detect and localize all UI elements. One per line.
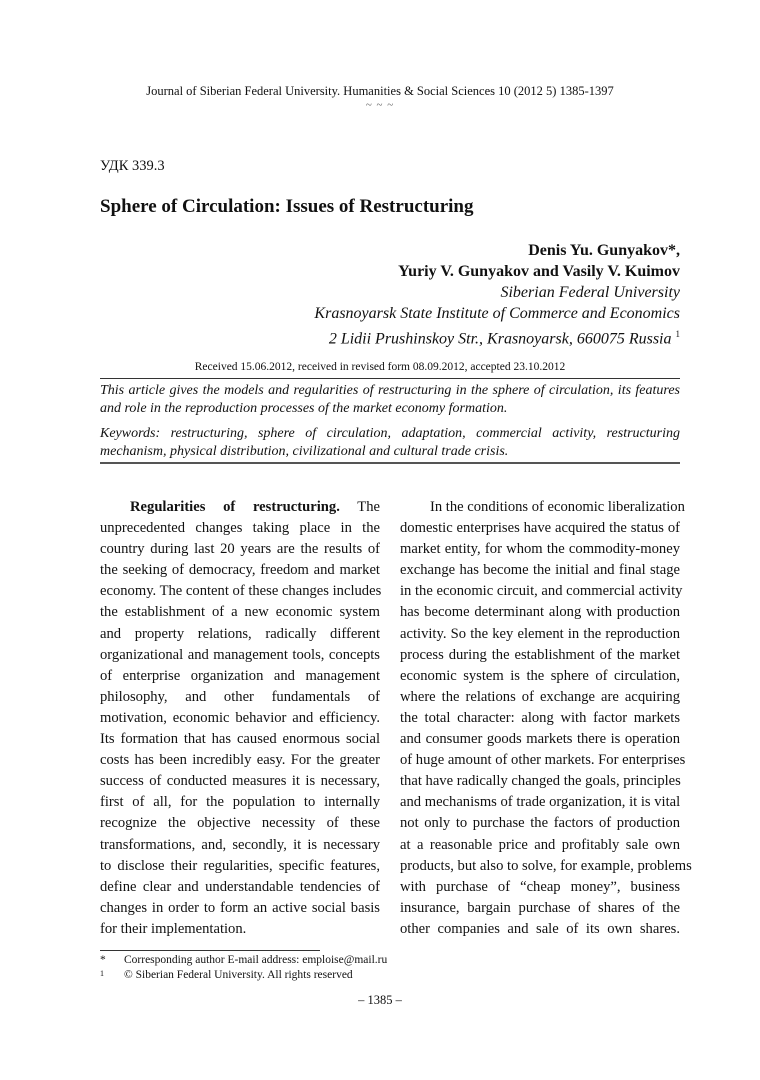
- body-right-column: [400, 497, 692, 940]
- body-line: other companies and sale of its own shares.: [400, 920, 680, 937]
- body-line: unprecedented changes taking place in the: [100, 520, 380, 537]
- journal-header: Journal of Siberian Federal University. Humanities & Social Sciences 10 (2012 5) 1385-1397: [146, 84, 614, 98]
- body-line: and property relations, radically different: [100, 625, 380, 642]
- body-line: economic system is the sphere of circulation,: [400, 667, 680, 684]
- footnote-mark: *: [100, 954, 106, 966]
- body-line: exchange has become the initial and final stage: [400, 562, 680, 579]
- body-line: philosophy, and other fundamentals of: [100, 688, 380, 705]
- author-block: [314, 240, 680, 349]
- body-line: define clear and understandable tendencies of: [100, 878, 380, 895]
- body-line: [100, 497, 380, 518]
- body-line: in the economic circuit, and commercial activity: [400, 583, 683, 600]
- body-line: at a reasonable price and profitably sale own: [400, 836, 680, 853]
- abstract: This article gives the models and regularities of restructuring in the sphere of circulation, its features and role in the reproduction processes of the market economy formation.: [100, 383, 680, 416]
- author-line-2: Yuriy V. Gunyakov and Vasily V. Kuimov: [398, 263, 680, 280]
- body-line: activity. So the key element in the reproduction: [400, 625, 680, 642]
- body-line: with purchase of “cheap money”, business: [400, 878, 680, 895]
- body-line: motivation, economic behavior and efficiency.: [100, 709, 380, 726]
- body-line: of enterprise organization and management: [100, 667, 380, 684]
- footnote-text: © Siberian Federal University. All rights reserved: [124, 969, 353, 981]
- address: [314, 324, 680, 349]
- body-line: the establishment of a new economic system: [100, 604, 380, 621]
- body-line: insurance, bargain purchase of shares of the: [400, 899, 680, 916]
- body-line: In the conditions of economic liberalization: [430, 499, 685, 515]
- author-line-1: Denis Yu. Gunyakov*,: [528, 242, 680, 259]
- body-text: The: [339, 499, 381, 515]
- affiliation-1: Siberian Federal University: [500, 284, 680, 301]
- body-line: recognize the objective necessity of these: [100, 815, 380, 832]
- received-dates: Received 15.06.2012, received in revised form 08.09.2012, accepted 23.10.2012: [194, 361, 566, 373]
- body-left-column: [100, 497, 380, 940]
- body-line: and consumer goods markets there is operation: [400, 731, 680, 748]
- footnote-mark: 1: [100, 969, 104, 978]
- body-line: has become determinant along with production: [400, 604, 680, 621]
- body-line: transformations, and, secondly, it is necessary: [100, 836, 380, 853]
- body-line: changes in order to form an active social basis: [100, 899, 380, 916]
- body-line: for their implementation.: [100, 920, 247, 937]
- body-line: domestic enterprises have acquired the status of: [400, 520, 680, 537]
- body-line: organizational and management tools, concepts: [100, 646, 380, 663]
- address-text: 2 Lidii Prushinskoy Str., Krasnoyarsk, 660075 Russia: [328, 330, 672, 348]
- udk-code: УДК 339.3: [100, 158, 165, 174]
- body-line: where the relations of exchange are acquiring: [400, 688, 680, 705]
- body-line: the seeking of democracy, freedom and market: [100, 562, 380, 579]
- header-separator: ~ ~ ~: [365, 99, 395, 111]
- address-footnote-mark: 1: [675, 329, 680, 339]
- body-line: market entity, for whom the commodity-money: [400, 541, 680, 558]
- body-line: that have radically changed the goals, principles: [400, 773, 681, 790]
- body-line: products, but also to solve, for example, problems: [400, 857, 692, 874]
- footnote-text: Corresponding author E-mail address: emploise@mail.ru: [124, 954, 388, 966]
- body-line: costs has been incredibly easy. For the greater: [100, 752, 380, 769]
- keywords: Keywords: restructuring, sphere of circulation, adaptation, commercial activity, restructuring mechanism, physical distribution, civilizational and cultural trade crisis.: [100, 426, 680, 459]
- body-line: country during last 20 years are the results of: [100, 541, 380, 558]
- section-heading: Regularities of restructuring.: [130, 499, 340, 515]
- body-line: to disclose their regularities, specific features,: [100, 857, 380, 874]
- divider-top: [100, 378, 680, 379]
- article-title: Sphere of Circulation: Issues of Restructuring: [100, 196, 474, 217]
- footnote-1: [100, 954, 387, 966]
- body-line: first of all, for the population to internally: [100, 794, 380, 811]
- body-line: process during the establishment of the market: [400, 646, 680, 663]
- footnote-2: [100, 969, 353, 981]
- body-line: of huge amount of other markets. For enterprises: [400, 752, 686, 769]
- body-line: success of conducted measures it is necessary,: [100, 773, 380, 790]
- body-line: not only to purchase the factors of production: [400, 815, 680, 832]
- body-line: Its formation that has caused enormous social: [100, 731, 380, 748]
- body-line: and mechanisms of trade organization, it is vital: [400, 794, 681, 811]
- body-line: economy. The content of these changes includes: [100, 583, 382, 600]
- divider-bottom: [100, 462, 680, 464]
- body-line: the total character: along with factor markets: [400, 709, 680, 726]
- affiliation-2: Krasnoyarsk State Institute of Commerce and Economics: [314, 305, 680, 322]
- footnote-divider: [100, 950, 320, 951]
- page-number: – 1385 –: [358, 993, 402, 1007]
